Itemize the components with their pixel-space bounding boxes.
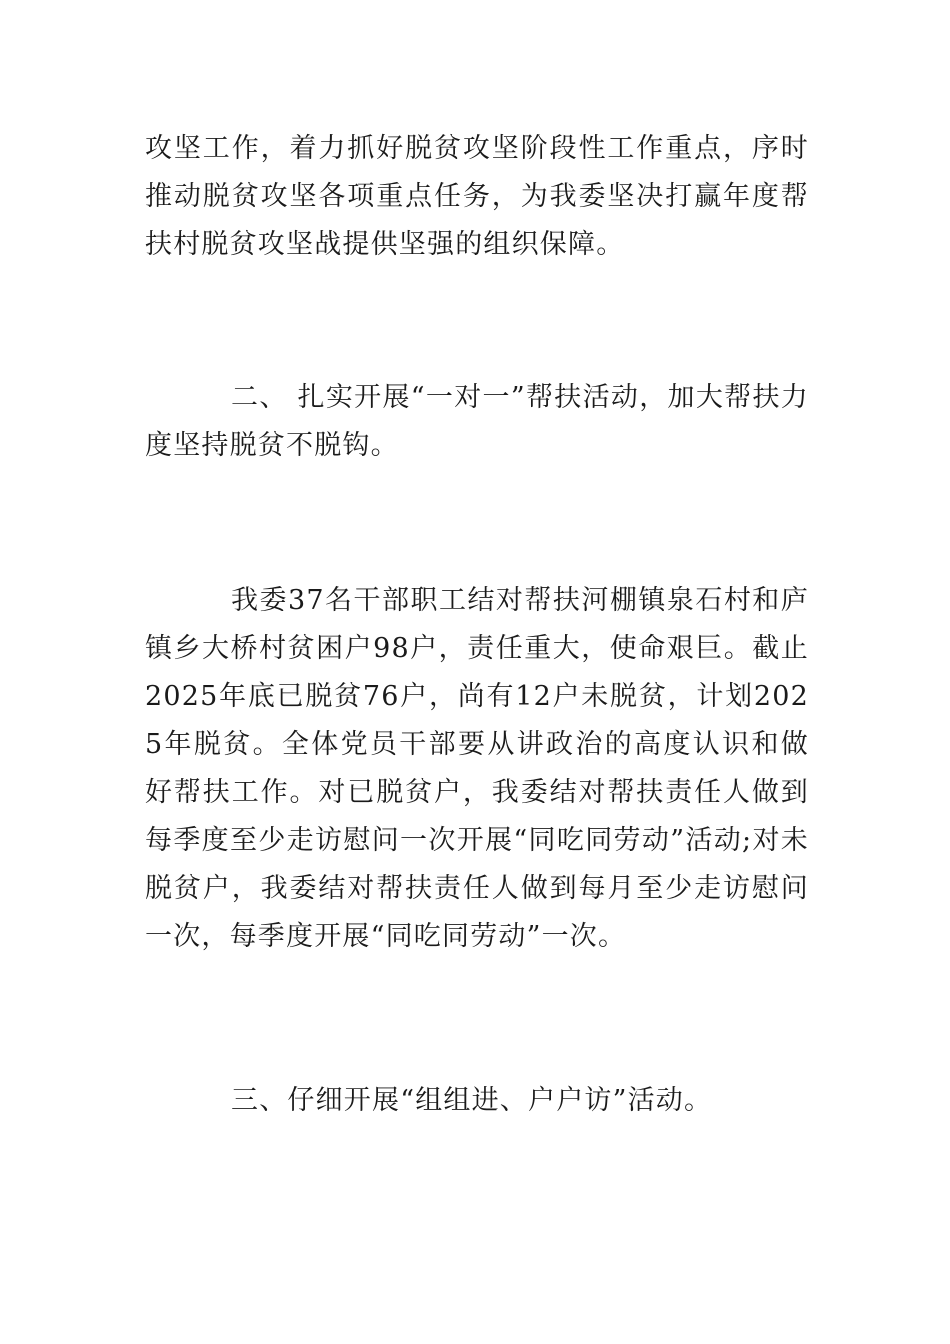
section-heading-two: 二、 扎实开展“一对一”帮扶活动，加大帮扶力度坚持脱贫不脱钩。	[145, 382, 809, 461]
section-heading-three: 三、仔细开展“组组进、户户访”活动。	[231, 1085, 713, 1116]
paragraph-continuation: 攻坚工作，着力抓好脱贫攻坚阶段性工作重点，序时推动脱贫攻坚各项重点任务，为我委坚决打赢年度帮扶村脱贫攻坚战提供坚强的组织保障。	[145, 133, 809, 260]
paragraph-body: 我委37名干部职工结对帮扶河棚镇泉石村和庐镇乡大桥村贫困户98户，责任重大，使命艰巨。截止2025年底已脱贫76户，尚有12户未脱贫，计划2025年脱贫。全体党员干部要从讲政治的高度认识和做好帮扶工作。对已脱贫户，我委结对帮扶责任人做到每季度至少走访慰问一次开展“同吃同劳动”活动;对未脱贫户，我委结对帮扶责任人做到每月至少走访慰问一次，每季度开展“同吃同劳动”一次。	[145, 585, 809, 952]
